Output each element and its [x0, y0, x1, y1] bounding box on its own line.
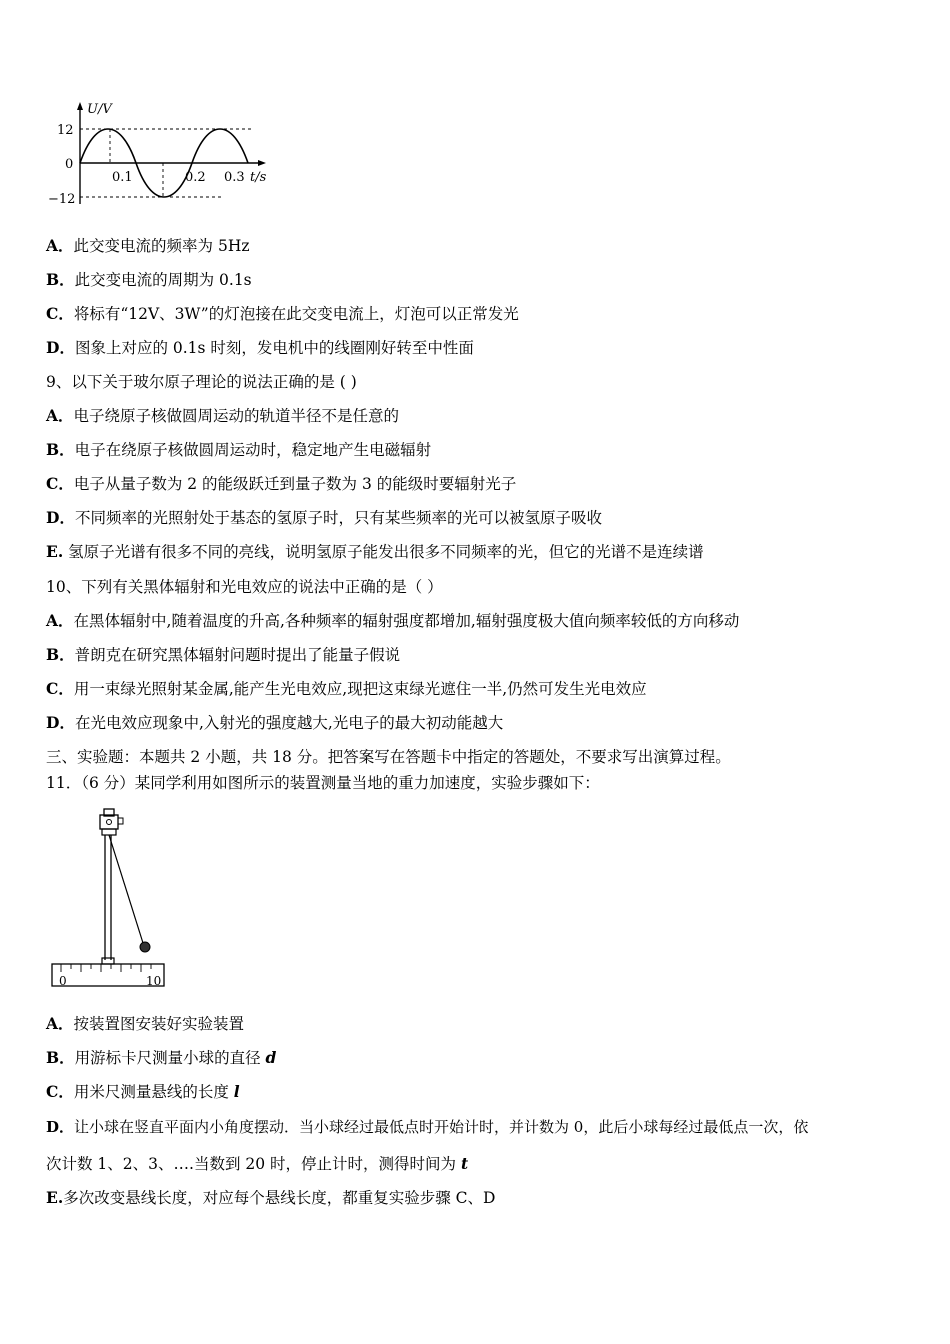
q11-step-e — [46, 1188, 495, 1208]
q11-step-d-line1 — [46, 1117, 808, 1137]
pendulum-diagram — [48, 805, 170, 990]
q10-option-d — [46, 713, 503, 733]
q8-option-c — [46, 304, 519, 324]
option-label: D． — [46, 508, 75, 527]
step-label: B． — [46, 1048, 75, 1067]
x-tick-0-3: 0.3 — [224, 170, 245, 185]
option-text: 电子绕原子核做圆周运动的轨道半径不是任意的 — [73, 407, 400, 425]
stand-base-block — [102, 958, 114, 964]
x-axis-arrow — [258, 160, 266, 166]
q11-step-a — [46, 1014, 244, 1034]
option-label: A． — [46, 406, 74, 425]
step-label: E. — [46, 1188, 64, 1207]
option-label: B． — [46, 440, 75, 459]
pendulum-ball — [140, 942, 150, 952]
q9-option-c — [46, 474, 516, 494]
section-3-heading: 三、实验题：本题共 2 小题，共 18 分。把答案写在答题卡中指定的答题处，不要求写出演算过程。 — [46, 748, 731, 766]
step-text: 次计数 1、2、3、….当数到 20 时，停止计时，测得时间为 — [46, 1155, 461, 1173]
step-text: 用游标卡尺测量小球的直径 — [74, 1049, 266, 1067]
option-text: 此交变电流的频率为 5Hz — [73, 237, 250, 255]
option-label: A． — [46, 236, 74, 255]
step-variable: l — [233, 1082, 240, 1101]
ruler-ticks — [61, 964, 151, 972]
option-text: 将标有“12V、3W”的灯泡接在此交变电流上，灯泡可以正常发光 — [73, 305, 519, 323]
ruler-label-end: 10 — [146, 974, 162, 988]
q10-option-c — [46, 679, 647, 699]
option-label: C． — [46, 304, 74, 323]
step-label: A． — [46, 1014, 74, 1033]
q11-step-d-line2 — [46, 1154, 468, 1174]
sine-wave-graph — [40, 100, 280, 212]
option-text: 图象上对应的 0.1s 时刻，发电机中的线圈刚好转至中性面 — [74, 339, 474, 357]
step-text: 让小球在竖直平面内小角度摆动．当小球经过最低点时开始计时，并计数为 0，此后小球每经过最低点一次，依 — [74, 1118, 809, 1136]
option-label: D． — [46, 713, 75, 732]
y-axis-arrow — [77, 102, 83, 110]
q11-stem: 11．（6 分）某同学利用如图所示的装置测量当地的重力加速度，实验步骤如下： — [46, 774, 600, 792]
option-text: 此交变电流的周期为 0.1s — [74, 271, 252, 289]
pendulum-string — [109, 835, 143, 943]
x-tick-0-1: 0.1 — [112, 170, 133, 185]
step-label: C． — [46, 1082, 74, 1101]
y-axis-label: U/V — [87, 102, 112, 117]
step-label: D． — [46, 1118, 75, 1136]
q9-option-d — [46, 508, 602, 528]
option-label: A． — [46, 611, 74, 630]
q10-stem: 10、下列有关黑体辐射和光电效应的说法中正确的是（ ） — [46, 578, 443, 596]
pendulum-apparatus-figure — [48, 805, 170, 990]
clamp-screw — [107, 820, 112, 825]
option-text: 氢原子光谱有很多不同的亮线，说明氢原子能发出很多不同频率的光，但它的光谱不是连续谱 — [68, 543, 704, 561]
option-label: B． — [46, 645, 75, 664]
step-text: 多次改变悬线长度，对应每个悬线长度，都重复实验步骤 C、D — [63, 1189, 496, 1207]
q9-option-b — [46, 440, 431, 460]
q9-stem: 9、以下关于玻尔原子理论的说法正确的是 ( ) — [46, 373, 357, 391]
y-tick-0: 0 — [65, 157, 74, 172]
option-label: C． — [46, 474, 74, 493]
q8-option-b — [46, 270, 252, 290]
option-text: 电子在绕原子核做圆周运动时，稳定地产生电磁辐射 — [74, 441, 432, 459]
x-axis-label: t/s — [250, 170, 267, 185]
clamp-body — [100, 815, 118, 829]
q8-option-a — [46, 236, 250, 256]
option-label: D． — [46, 338, 75, 357]
clamp-knob — [118, 818, 123, 824]
q10-option-b — [46, 645, 400, 665]
option-text: 不同频率的光照射处于基态的氢原子时，只有某些频率的光可以被氢原子吸收 — [74, 509, 602, 527]
q8-option-d — [46, 338, 474, 358]
option-label: B． — [46, 270, 75, 289]
step-variable: t — [460, 1154, 469, 1173]
q9-option-e — [46, 542, 704, 562]
option-label: E. — [46, 542, 64, 561]
sine-wave-figure — [40, 100, 280, 212]
option-text: 在黑体辐射中,随着温度的升高,各种频率的辐射强度都增加,辐射强度极大值向频率较低的方向移动 — [73, 612, 740, 630]
q10-option-a — [46, 611, 739, 631]
option-text: 电子从量子数为 2 的能级跃迁到量子数为 3 的能级时要辐射光子 — [73, 475, 517, 493]
y-tick-12: 12 — [57, 123, 74, 138]
q11-step-c — [46, 1082, 240, 1102]
option-label: C． — [46, 679, 74, 698]
step-text: 用米尺测量悬线的长度 — [73, 1083, 234, 1101]
step-variable: d — [265, 1048, 277, 1067]
q9-option-a — [46, 406, 399, 426]
option-text: 在光电效应现象中,入射光的强度越大,光电子的最大初动能越大 — [74, 714, 504, 732]
q11-step-b — [46, 1048, 276, 1068]
ruler-label-start: 0 — [59, 974, 67, 988]
x-tick-0-2: 0.2 — [185, 170, 206, 185]
clamp-base — [102, 829, 116, 835]
y-tick-neg12: −12 — [48, 192, 76, 207]
step-text: 按装置图安装好实验装置 — [73, 1015, 245, 1033]
option-text: 用一束绿光照射某金属,能产生光电效应,现把这束绿光遮住一半,仍然可发生光电效应 — [73, 680, 647, 698]
option-text: 普朗克在研究黑体辐射问题时提出了能量子假说 — [74, 646, 401, 664]
